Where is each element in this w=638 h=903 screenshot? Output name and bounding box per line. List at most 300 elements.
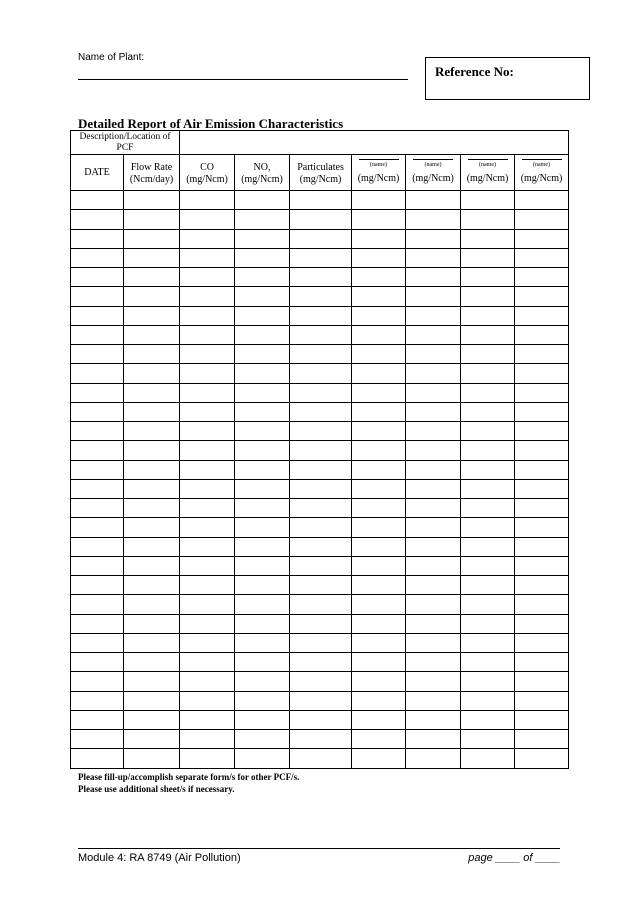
table-cell[interactable] xyxy=(124,537,180,556)
table-cell[interactable] xyxy=(290,364,352,383)
table-row xyxy=(71,749,569,768)
table-cell[interactable] xyxy=(235,287,290,306)
table-cell[interactable] xyxy=(515,479,569,498)
table-cell[interactable] xyxy=(352,460,406,479)
table-cell[interactable] xyxy=(235,422,290,441)
table-cell[interactable] xyxy=(180,556,235,575)
table-cell[interactable] xyxy=(406,229,461,248)
table-row xyxy=(71,268,569,287)
table-cell[interactable] xyxy=(290,210,352,229)
table-cell[interactable] xyxy=(515,383,569,402)
table-cell[interactable] xyxy=(71,325,124,344)
table-cell[interactable] xyxy=(352,691,406,710)
table-cell[interactable] xyxy=(515,306,569,325)
table-cell[interactable] xyxy=(406,653,461,672)
table-cell[interactable] xyxy=(235,479,290,498)
table-cell[interactable] xyxy=(180,691,235,710)
col-particulates-header xyxy=(290,155,352,191)
table-cell[interactable] xyxy=(461,749,515,768)
table-cell[interactable] xyxy=(235,460,290,479)
table-cell[interactable] xyxy=(461,576,515,595)
table-cell[interactable] xyxy=(515,576,569,595)
table-cell[interactable] xyxy=(406,576,461,595)
name-blank-line[interactable] xyxy=(413,159,453,160)
table-cell[interactable] xyxy=(71,345,124,364)
table-cell[interactable] xyxy=(515,672,569,691)
table-cell[interactable] xyxy=(71,306,124,325)
table-row xyxy=(71,364,569,383)
name-blank-line[interactable] xyxy=(522,159,562,160)
table-cell[interactable] xyxy=(406,306,461,325)
table-cell[interactable] xyxy=(180,229,235,248)
table-cell[interactable] xyxy=(406,422,461,441)
table-cell[interactable] xyxy=(515,730,569,749)
table-cell[interactable] xyxy=(180,749,235,768)
table-cell[interactable] xyxy=(406,325,461,344)
table-cell[interactable] xyxy=(180,268,235,287)
table-cell[interactable] xyxy=(352,633,406,652)
table-cell[interactable] xyxy=(290,402,352,421)
table-cell[interactable] xyxy=(180,672,235,691)
table-cell[interactable] xyxy=(515,402,569,421)
table-cell[interactable] xyxy=(406,595,461,614)
table-cell[interactable] xyxy=(180,210,235,229)
table-cell[interactable] xyxy=(235,325,290,344)
table-cell[interactable] xyxy=(290,229,352,248)
table-cell[interactable] xyxy=(71,210,124,229)
table-cell[interactable] xyxy=(461,499,515,518)
table-cell[interactable] xyxy=(124,345,180,364)
table-cell[interactable] xyxy=(290,460,352,479)
table-cell[interactable] xyxy=(290,441,352,460)
table-cell[interactable] xyxy=(461,691,515,710)
table-cell[interactable] xyxy=(180,518,235,537)
table-cell[interactable] xyxy=(352,672,406,691)
table-cell[interactable] xyxy=(515,248,569,267)
table-cell[interactable] xyxy=(290,691,352,710)
table-cell[interactable] xyxy=(461,441,515,460)
table-cell[interactable] xyxy=(71,268,124,287)
table-cell[interactable] xyxy=(71,633,124,652)
table-cell[interactable] xyxy=(290,710,352,729)
table-cell[interactable] xyxy=(515,595,569,614)
table-cell[interactable] xyxy=(352,441,406,460)
table-cell[interactable] xyxy=(352,595,406,614)
table-cell[interactable] xyxy=(235,518,290,537)
table-cell[interactable] xyxy=(124,479,180,498)
table-cell[interactable] xyxy=(180,576,235,595)
table-cell[interactable] xyxy=(71,730,124,749)
table-cell[interactable] xyxy=(71,614,124,633)
table-cell[interactable] xyxy=(352,191,406,210)
col-named-2-header[interactable] xyxy=(406,155,461,191)
table-cell[interactable] xyxy=(290,633,352,652)
table-cell[interactable] xyxy=(406,191,461,210)
table-cell[interactable] xyxy=(235,749,290,768)
table-cell[interactable] xyxy=(352,383,406,402)
table-cell[interactable] xyxy=(352,268,406,287)
table-cell[interactable] xyxy=(180,287,235,306)
table-cell[interactable] xyxy=(406,499,461,518)
table-cell[interactable] xyxy=(352,710,406,729)
table-cell[interactable] xyxy=(515,345,569,364)
table-cell[interactable] xyxy=(290,479,352,498)
table-cell[interactable] xyxy=(352,325,406,344)
table-cell[interactable] xyxy=(290,518,352,537)
table-cell[interactable] xyxy=(235,191,290,210)
col-named-2-unit: (mg/Ncm) xyxy=(412,173,454,184)
table-cell[interactable] xyxy=(461,248,515,267)
table-cell[interactable] xyxy=(180,537,235,556)
table-cell[interactable] xyxy=(290,556,352,575)
table-cell[interactable] xyxy=(235,364,290,383)
table-cell[interactable] xyxy=(235,730,290,749)
table-cell[interactable] xyxy=(515,537,569,556)
table-cell[interactable] xyxy=(235,268,290,287)
table-cell[interactable] xyxy=(406,402,461,421)
table-cell[interactable] xyxy=(406,749,461,768)
table-cell[interactable] xyxy=(290,325,352,344)
table-cell[interactable] xyxy=(235,595,290,614)
table-cell[interactable] xyxy=(290,191,352,210)
table-cell[interactable] xyxy=(290,537,352,556)
table-cell[interactable] xyxy=(515,422,569,441)
table-cell[interactable] xyxy=(180,383,235,402)
table-cell[interactable] xyxy=(406,364,461,383)
table-cell[interactable] xyxy=(180,191,235,210)
table-cell[interactable] xyxy=(71,229,124,248)
name-of-plant-field-line[interactable] xyxy=(78,79,408,80)
table-cell[interactable] xyxy=(124,595,180,614)
table-cell[interactable] xyxy=(352,248,406,267)
table-cell[interactable] xyxy=(180,364,235,383)
table-cell[interactable] xyxy=(352,749,406,768)
table-cell[interactable] xyxy=(515,633,569,652)
table-cell[interactable] xyxy=(406,268,461,287)
table-cell[interactable] xyxy=(124,248,180,267)
table-cell[interactable] xyxy=(71,422,124,441)
table-cell[interactable] xyxy=(124,556,180,575)
table-cell[interactable] xyxy=(235,633,290,652)
table-cell[interactable] xyxy=(290,614,352,633)
table-cell[interactable] xyxy=(235,653,290,672)
table-cell[interactable] xyxy=(71,479,124,498)
table-cell[interactable] xyxy=(235,691,290,710)
table-cell[interactable] xyxy=(290,730,352,749)
table-cell[interactable] xyxy=(180,499,235,518)
table-cell[interactable] xyxy=(406,730,461,749)
table-cell[interactable] xyxy=(515,556,569,575)
table-cell[interactable] xyxy=(180,441,235,460)
table-cell[interactable] xyxy=(180,402,235,421)
table-cell[interactable] xyxy=(71,364,124,383)
table-cell[interactable] xyxy=(515,691,569,710)
table-cell[interactable] xyxy=(71,749,124,768)
table-cell[interactable] xyxy=(406,672,461,691)
table-cell[interactable] xyxy=(180,633,235,652)
col-named-3-unit: (mg/Ncm) xyxy=(466,173,509,184)
table-cell[interactable] xyxy=(235,614,290,633)
table-cell[interactable] xyxy=(124,518,180,537)
table-cell[interactable] xyxy=(461,325,515,344)
table-cell[interactable] xyxy=(235,576,290,595)
table-cell[interactable] xyxy=(461,268,515,287)
table-row xyxy=(71,402,569,421)
table-cell[interactable] xyxy=(406,537,461,556)
col-named-4-unit: (mg/Ncm) xyxy=(520,173,563,184)
table-cell[interactable] xyxy=(124,672,180,691)
name-blank-line[interactable] xyxy=(359,159,399,160)
table-cell[interactable] xyxy=(124,364,180,383)
table-cell[interactable] xyxy=(515,749,569,768)
table-cell[interactable] xyxy=(352,479,406,498)
table-cell[interactable] xyxy=(515,287,569,306)
table-cell[interactable] xyxy=(515,325,569,344)
table-cell[interactable] xyxy=(290,383,352,402)
table-cell[interactable] xyxy=(124,422,180,441)
table-cell[interactable] xyxy=(406,287,461,306)
table-cell[interactable] xyxy=(180,614,235,633)
table-cell[interactable] xyxy=(71,710,124,729)
table-cell[interactable] xyxy=(124,691,180,710)
table-cell[interactable] xyxy=(71,595,124,614)
table-cell[interactable] xyxy=(406,383,461,402)
table-cell[interactable] xyxy=(235,229,290,248)
table-cell[interactable] xyxy=(461,383,515,402)
table-row xyxy=(71,556,569,575)
table-cell[interactable] xyxy=(406,479,461,498)
table-cell[interactable] xyxy=(71,287,124,306)
table-cell[interactable] xyxy=(461,306,515,325)
table-cell[interactable] xyxy=(124,229,180,248)
table-cell[interactable] xyxy=(515,210,569,229)
table-cell[interactable] xyxy=(124,306,180,325)
table-cell[interactable] xyxy=(461,191,515,210)
table-cell[interactable] xyxy=(71,672,124,691)
table-cell[interactable] xyxy=(515,229,569,248)
table-cell[interactable] xyxy=(235,248,290,267)
table-cell[interactable] xyxy=(290,595,352,614)
table-cell[interactable] xyxy=(124,499,180,518)
table-cell[interactable] xyxy=(406,460,461,479)
table-cell[interactable] xyxy=(290,749,352,768)
table-cell[interactable] xyxy=(180,479,235,498)
table-cell[interactable] xyxy=(352,210,406,229)
table-cell[interactable] xyxy=(180,460,235,479)
table-cell[interactable] xyxy=(352,287,406,306)
table-cell[interactable] xyxy=(461,422,515,441)
table-cell[interactable] xyxy=(461,537,515,556)
table-cell[interactable] xyxy=(124,653,180,672)
table-cell[interactable] xyxy=(461,710,515,729)
table-cell[interactable] xyxy=(290,422,352,441)
table-cell[interactable] xyxy=(461,595,515,614)
table-cell[interactable] xyxy=(461,345,515,364)
col-date-label: DATE xyxy=(84,166,110,178)
table-cell[interactable] xyxy=(124,441,180,460)
table-cell[interactable] xyxy=(461,479,515,498)
col-named-4-header[interactable] xyxy=(515,155,569,191)
table-cell[interactable] xyxy=(406,345,461,364)
table-cell[interactable] xyxy=(180,595,235,614)
table-cell[interactable] xyxy=(352,402,406,421)
table-cell[interactable] xyxy=(352,653,406,672)
col-named-3-header[interactable] xyxy=(461,155,515,191)
table-cell[interactable] xyxy=(180,422,235,441)
table-cell[interactable] xyxy=(461,402,515,421)
table-cell[interactable] xyxy=(461,633,515,652)
table-cell[interactable] xyxy=(461,730,515,749)
table-cell[interactable] xyxy=(461,672,515,691)
table-row xyxy=(71,345,569,364)
table-cell[interactable] xyxy=(515,614,569,633)
table-cell[interactable] xyxy=(461,210,515,229)
name-blank-line[interactable] xyxy=(468,159,508,160)
table-cell[interactable] xyxy=(406,210,461,229)
table-row xyxy=(71,537,569,556)
table-cell[interactable] xyxy=(515,364,569,383)
table-cell[interactable] xyxy=(461,653,515,672)
table-cell[interactable] xyxy=(235,672,290,691)
table-cell[interactable] xyxy=(515,518,569,537)
table-cell[interactable] xyxy=(461,460,515,479)
table-cell[interactable] xyxy=(124,614,180,633)
table-cell[interactable] xyxy=(352,364,406,383)
table-cell[interactable] xyxy=(235,383,290,402)
table-cell[interactable] xyxy=(352,730,406,749)
table-cell[interactable] xyxy=(515,268,569,287)
table-cell[interactable] xyxy=(235,556,290,575)
table-cell[interactable] xyxy=(461,229,515,248)
table-cell[interactable] xyxy=(515,653,569,672)
table-cell[interactable] xyxy=(124,383,180,402)
table-cell[interactable] xyxy=(124,325,180,344)
table-cell[interactable] xyxy=(71,653,124,672)
col-nox-unit: (mg/Ncm) xyxy=(241,174,283,185)
table-cell[interactable] xyxy=(180,345,235,364)
table-cell[interactable] xyxy=(290,499,352,518)
table-cell[interactable] xyxy=(352,229,406,248)
table-cell[interactable] xyxy=(124,710,180,729)
table-row xyxy=(71,672,569,691)
table-cell[interactable] xyxy=(71,383,124,402)
table-cell[interactable] xyxy=(71,460,124,479)
table-cell[interactable] xyxy=(235,402,290,421)
table-cell[interactable] xyxy=(235,537,290,556)
table-cell[interactable] xyxy=(352,518,406,537)
table-cell[interactable] xyxy=(406,441,461,460)
table-cell[interactable] xyxy=(352,556,406,575)
table-cell[interactable] xyxy=(180,248,235,267)
table-cell[interactable] xyxy=(71,691,124,710)
table-cell[interactable] xyxy=(515,710,569,729)
table-cell[interactable] xyxy=(352,537,406,556)
table-cell[interactable] xyxy=(290,268,352,287)
table-cell[interactable] xyxy=(406,710,461,729)
table-cell[interactable] xyxy=(71,191,124,210)
table-cell[interactable] xyxy=(124,191,180,210)
table-cell[interactable] xyxy=(406,691,461,710)
table-cell[interactable] xyxy=(461,287,515,306)
table-cell[interactable] xyxy=(71,518,124,537)
table-cell[interactable] xyxy=(180,306,235,325)
table-cell[interactable] xyxy=(235,499,290,518)
table-cell[interactable] xyxy=(406,248,461,267)
col-named-1-header[interactable] xyxy=(352,155,406,191)
table-cell[interactable] xyxy=(352,499,406,518)
table-cell[interactable] xyxy=(71,576,124,595)
footer-page-number: page ____ of ____ xyxy=(468,852,560,864)
table-cell[interactable] xyxy=(180,325,235,344)
table-cell[interactable] xyxy=(235,210,290,229)
table-cell[interactable] xyxy=(71,248,124,267)
table-cell[interactable] xyxy=(124,749,180,768)
table-cell[interactable] xyxy=(124,287,180,306)
table-cell[interactable] xyxy=(290,576,352,595)
table-cell[interactable] xyxy=(124,460,180,479)
table-cell[interactable] xyxy=(235,441,290,460)
table-cell[interactable] xyxy=(406,614,461,633)
table-cell[interactable] xyxy=(71,402,124,421)
table-cell[interactable] xyxy=(235,306,290,325)
table-cell[interactable] xyxy=(461,518,515,537)
table-cell[interactable] xyxy=(235,345,290,364)
table-cell[interactable] xyxy=(352,345,406,364)
table-cell[interactable] xyxy=(124,633,180,652)
reference-number-box[interactable] xyxy=(425,57,590,100)
emission-table xyxy=(70,130,569,769)
table-cell[interactable] xyxy=(71,556,124,575)
table-cell[interactable] xyxy=(124,268,180,287)
table-cell[interactable] xyxy=(71,537,124,556)
table-cell[interactable] xyxy=(290,653,352,672)
table-cell[interactable] xyxy=(290,306,352,325)
table-cell[interactable] xyxy=(235,710,290,729)
table-cell[interactable] xyxy=(515,460,569,479)
table-cell[interactable] xyxy=(180,710,235,729)
table-cell[interactable] xyxy=(71,499,124,518)
table-cell[interactable] xyxy=(352,306,406,325)
table-cell[interactable] xyxy=(515,499,569,518)
table-cell[interactable] xyxy=(290,287,352,306)
table-cell[interactable] xyxy=(515,441,569,460)
table-cell[interactable] xyxy=(180,730,235,749)
table-cell[interactable] xyxy=(406,518,461,537)
col-named-2-name: (name) xyxy=(424,162,442,168)
table-cell[interactable] xyxy=(406,633,461,652)
table-cell[interactable] xyxy=(515,191,569,210)
table-cell[interactable] xyxy=(290,248,352,267)
table-cell[interactable] xyxy=(124,730,180,749)
table-cell[interactable] xyxy=(290,672,352,691)
table-cell[interactable] xyxy=(461,614,515,633)
table-cell[interactable] xyxy=(352,422,406,441)
table-cell[interactable] xyxy=(124,402,180,421)
table-cell[interactable] xyxy=(352,576,406,595)
table-cell[interactable] xyxy=(406,556,461,575)
table-cell[interactable] xyxy=(180,653,235,672)
table-cell[interactable] xyxy=(290,345,352,364)
table-cell[interactable] xyxy=(124,210,180,229)
table-cell[interactable] xyxy=(71,441,124,460)
col-named-1-unit: (mg/Ncm) xyxy=(357,173,400,184)
table-cell[interactable] xyxy=(461,556,515,575)
table-row xyxy=(71,441,569,460)
table-cell[interactable] xyxy=(124,576,180,595)
table-cell[interactable] xyxy=(461,364,515,383)
table-cell[interactable] xyxy=(352,614,406,633)
description-location-field[interactable] xyxy=(180,131,569,155)
